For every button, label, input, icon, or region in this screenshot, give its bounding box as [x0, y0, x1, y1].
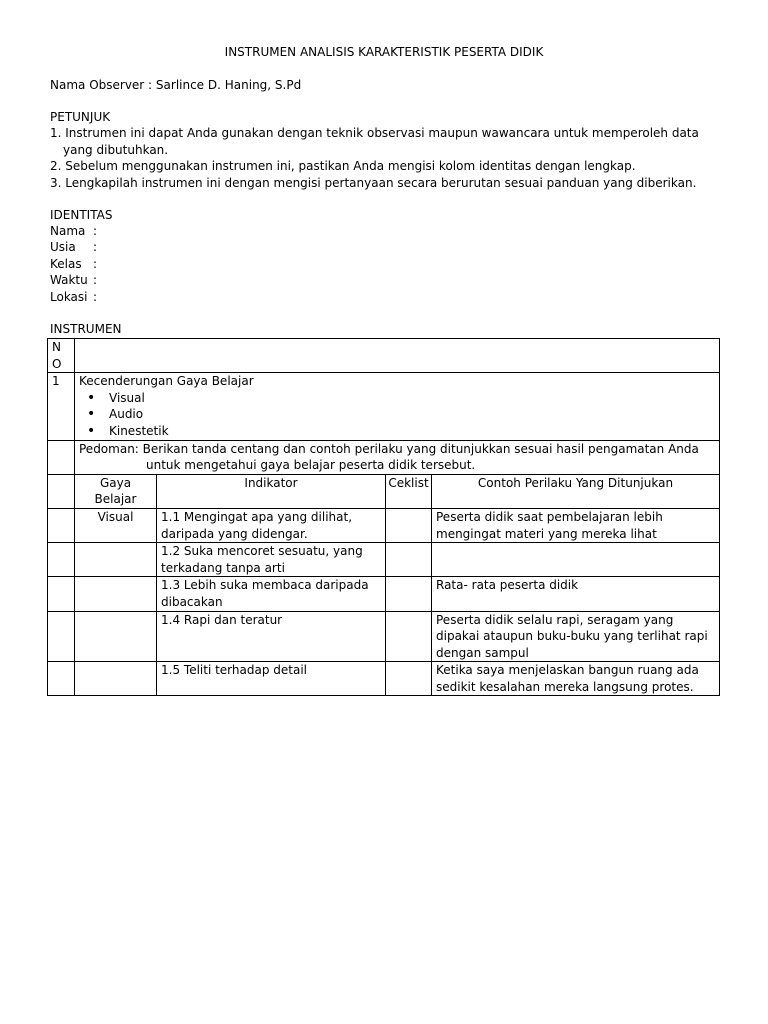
section-number: 1: [48, 373, 75, 440]
identitas-heading: IDENTITAS: [50, 208, 113, 222]
section-title: Kecenderungan Gaya Belajar: [79, 374, 254, 389]
table-row: [48, 543, 720, 577]
column-header-gaya: Gaya Belajar: [75, 474, 157, 508]
contoh-cell: Peserta didik selalu rapi, seragam yang dipakai ataupun buku-buku yang terlihat rapi dengan sampul: [432, 611, 720, 662]
contoh-cell: Rata- rata peserta didik: [432, 577, 720, 611]
gaya-cell: [75, 611, 157, 662]
header-blank-cell: [75, 339, 720, 373]
identitas-field-lokasi: [50, 289, 97, 305]
field-separator: :: [93, 240, 98, 254]
identitas-field-kelas: [50, 256, 97, 272]
list-item: • Visual: [109, 390, 715, 407]
table-row: [48, 577, 720, 611]
field-label: Kelas: [50, 257, 82, 271]
gaya-cell: Visual: [75, 508, 157, 542]
section-row: [48, 373, 720, 440]
blank-cell: [48, 474, 75, 508]
gaya-cell: [75, 577, 157, 611]
gaya-belajar-list: [79, 390, 715, 440]
petunjuk-item: 1. Instrumen ini dapat Anda gunakan dengan teknik observasi maupun wawancara untuk memperoleh data yang dibutuhkan.: [50, 126, 699, 157]
field-label: Waktu: [50, 273, 88, 287]
ceklist-cell[interactable]: [386, 662, 432, 696]
blank-cell: [48, 508, 75, 542]
instrumen-table: [47, 338, 720, 696]
indikator-cell: 1.2 Suka mencoret sesuatu, yang terkadang tanpa arti: [157, 543, 386, 577]
gaya-cell: [75, 543, 157, 577]
pedoman-cell: [75, 440, 720, 474]
observer-name: Nama Observer : Sarlince D. Haning, S.Pd: [50, 78, 302, 92]
petunjuk-heading: PETUNJUK: [50, 110, 111, 124]
table-row: [48, 508, 720, 542]
petunjuk-item: 3. Lengkapilah instrumen ini dengan mengisi pertanyaan secara berurutan sesuai panduan yang diberikan.: [50, 175, 697, 190]
ceklist-cell[interactable]: [386, 543, 432, 577]
identitas-field-nama: [50, 223, 97, 239]
pedoman-row: [48, 440, 720, 474]
blank-cell: [48, 577, 75, 611]
gaya-cell: [75, 662, 157, 696]
table-row: [48, 662, 720, 696]
blank-cell: [48, 440, 75, 474]
indikator-cell: 1.4 Rapi dan teratur: [157, 611, 386, 662]
document-title: INSTRUMEN ANALISIS KARAKTERISTIK PESERTA DIDIK: [224, 45, 544, 59]
contoh-cell: Peserta didik saat pembelajaran lebih mengingat materi yang mereka lihat: [432, 508, 720, 542]
no-header-cell: N O: [48, 339, 75, 373]
ceklist-cell[interactable]: [386, 577, 432, 611]
contoh-cell: Ketika saya menjelaskan bangun ruang ada sedikit kesalahan mereka langsung protes.: [432, 662, 720, 696]
field-label: Usia: [50, 240, 76, 254]
indikator-cell: 1.3 Lebih suka membaca daripada dibacakan: [157, 577, 386, 611]
field-separator: :: [93, 290, 98, 304]
identitas-field-waktu: [50, 272, 97, 288]
petunjuk-list: [50, 125, 710, 191]
list-item: • Kinestetik: [109, 423, 715, 440]
identitas-field-usia: [50, 239, 97, 255]
indikator-cell: 1.5 Teliti terhadap detail: [157, 662, 386, 696]
field-separator: :: [93, 224, 98, 238]
petunjuk-item: 2. Sebelum menggunakan instrumen ini, pastikan Anda mengisi kolom identitas dengan lengkap.: [50, 159, 636, 173]
blank-cell: [48, 662, 75, 696]
column-header-ceklist: Ceklist: [386, 474, 432, 508]
instrumen-heading: INSTRUMEN: [50, 322, 122, 336]
indikator-cell: 1.1 Mengingat apa yang dilihat, daripada yang didengar.: [157, 508, 386, 542]
field-label: Lokasi: [50, 290, 88, 304]
column-header-contoh: Contoh Perilaku Yang Ditunjukan: [432, 474, 720, 508]
column-header-indikator: Indikator: [157, 474, 386, 508]
section-content-cell: [75, 373, 720, 440]
list-item: • Audio: [109, 406, 715, 423]
contoh-cell: [432, 543, 720, 577]
pedoman-text: Pedoman: Berikan tanda centang dan contoh perilaku yang ditunjukkan sesuai hasil pengamatan Anda untuk mengetahui gaya belajar peserta didik tersebut.: [79, 441, 699, 473]
field-separator: :: [93, 257, 98, 271]
column-header-row: [48, 474, 720, 508]
field-separator: :: [93, 273, 98, 287]
blank-cell: [48, 543, 75, 577]
table-header-row: [48, 339, 720, 373]
ceklist-cell[interactable]: [386, 611, 432, 662]
table-row: [48, 611, 720, 662]
blank-cell: [48, 611, 75, 662]
field-label: Nama: [50, 224, 86, 238]
ceklist-cell[interactable]: [386, 508, 432, 542]
